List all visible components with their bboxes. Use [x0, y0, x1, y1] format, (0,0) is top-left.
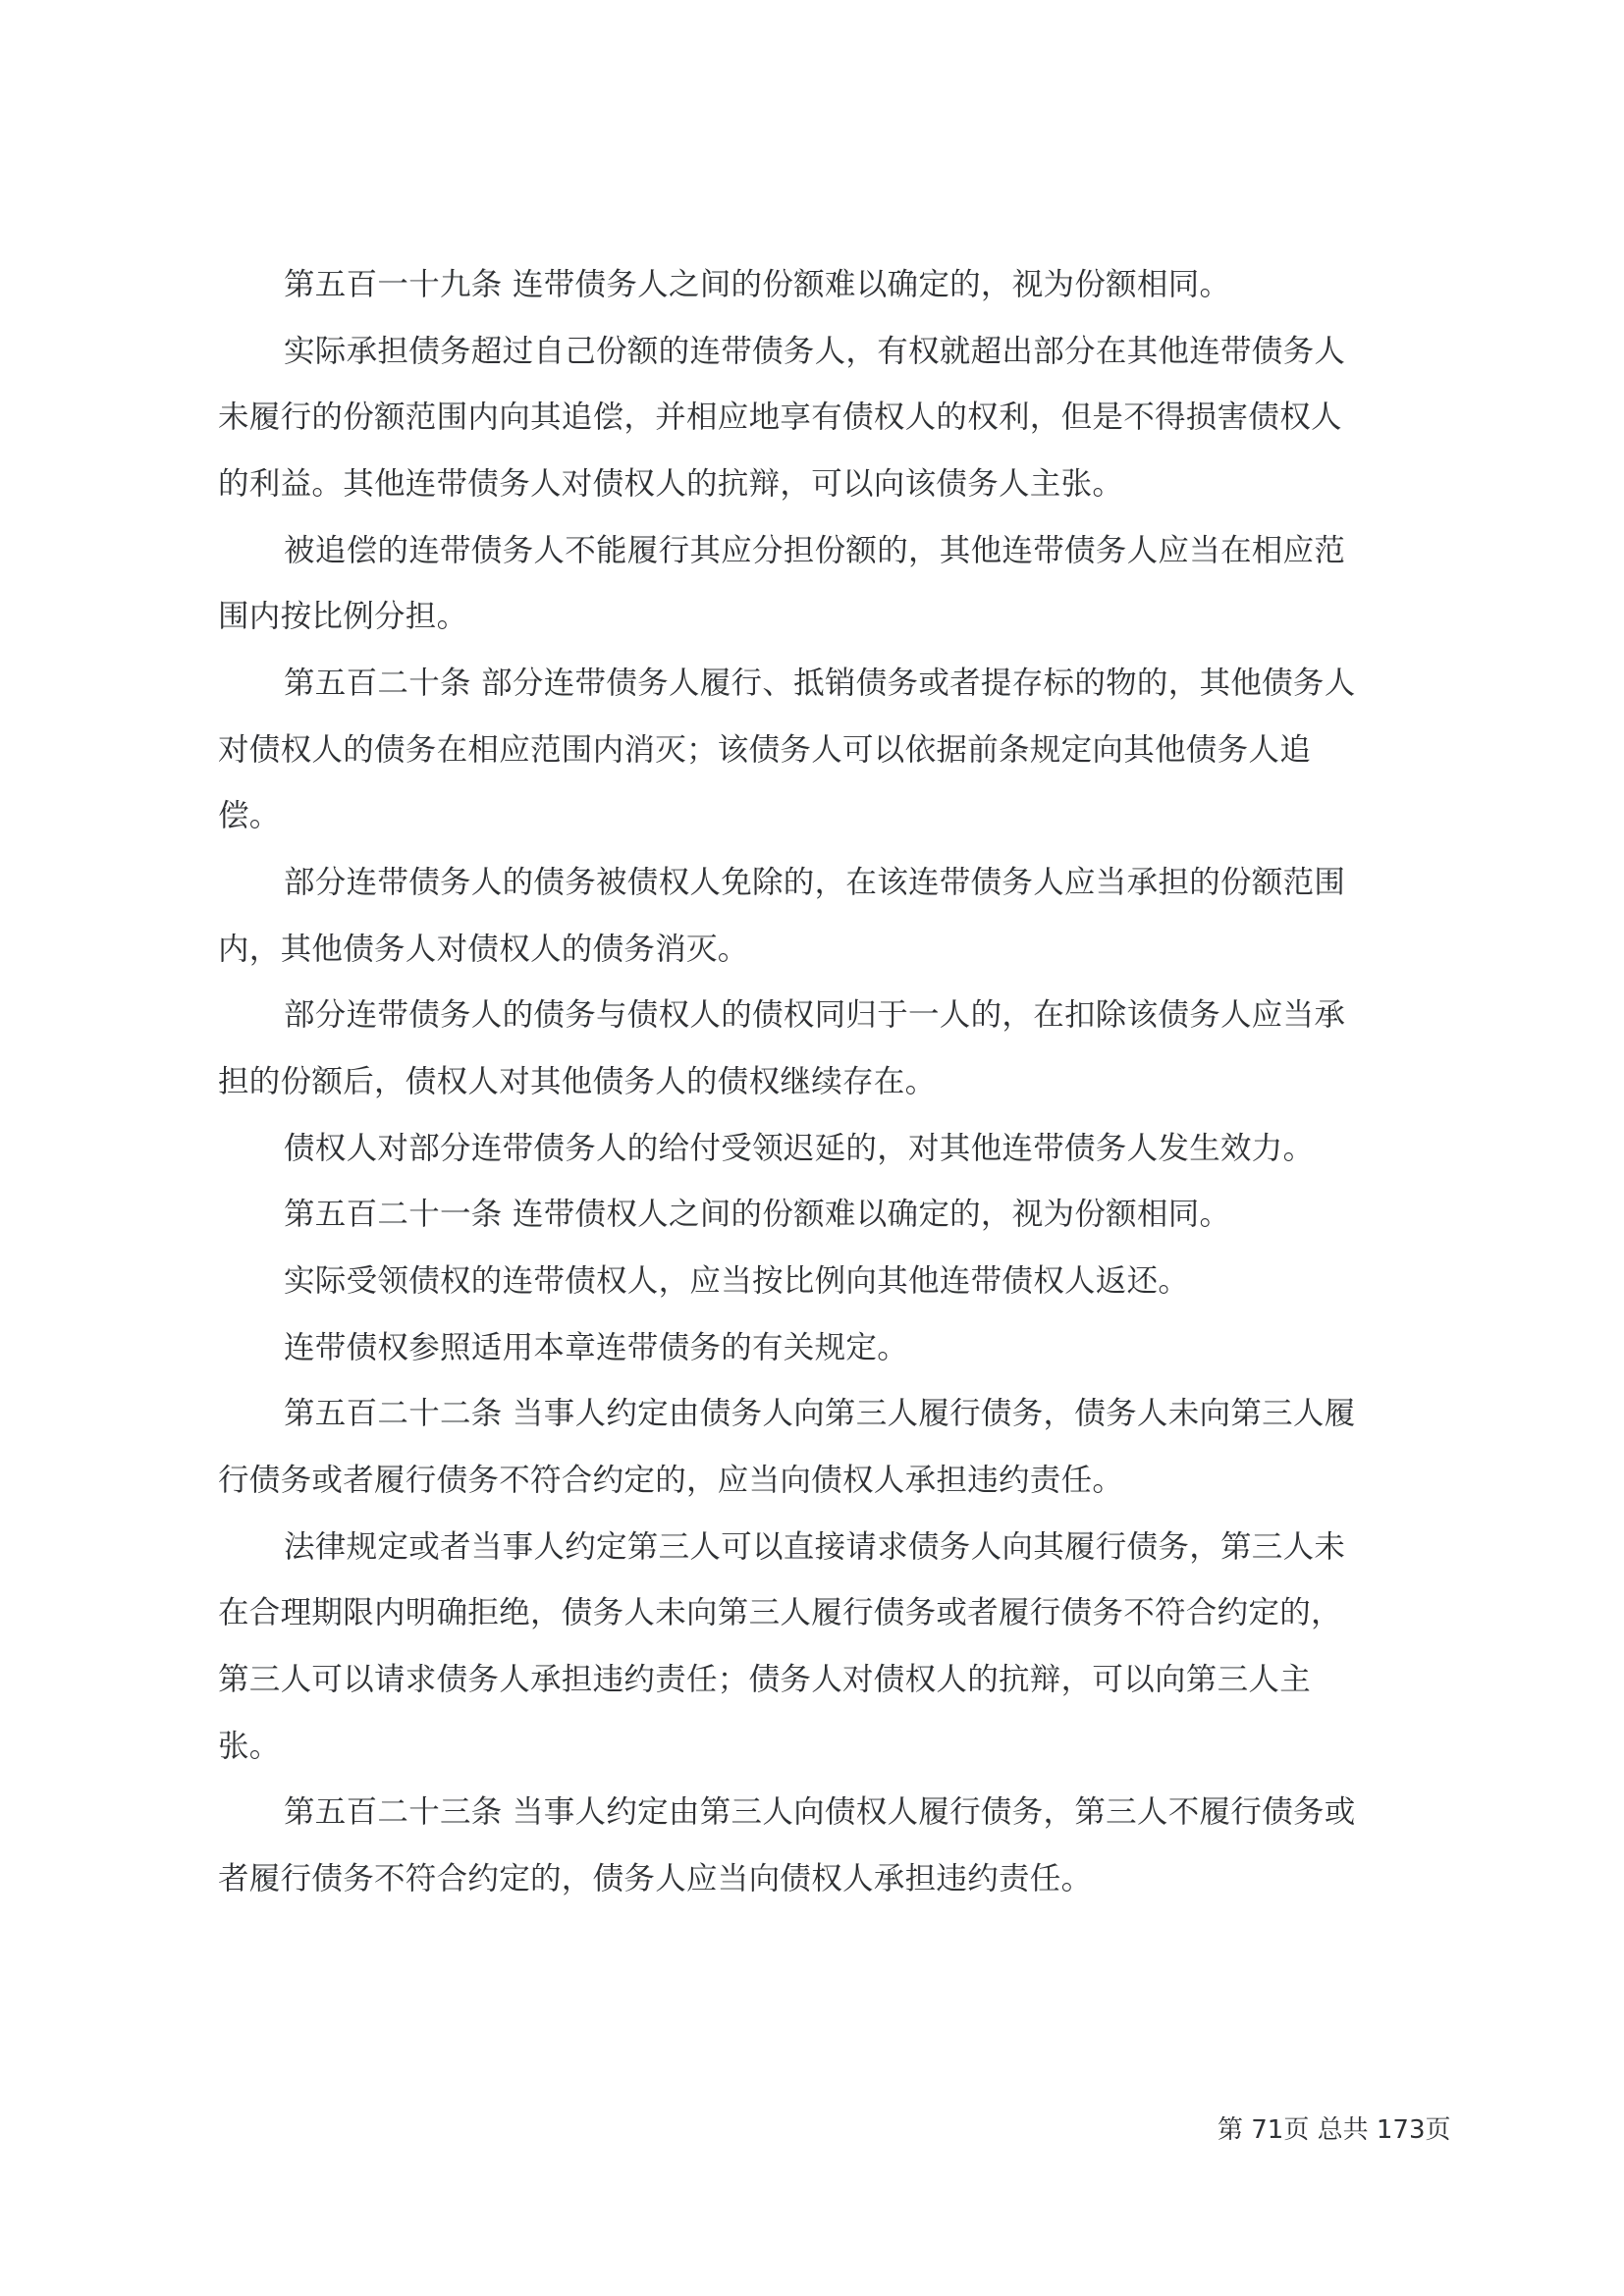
- paragraph-line: 实际承担债务超过自己份额的连带债务人，有权就超出部分在其他连带债务人: [284, 334, 1346, 369]
- paragraph-line: 者履行债务不符合约定的，债务人应当向债权人承担违约责任。: [218, 1861, 1093, 1896]
- paragraph-line: 被追偿的连带债务人不能履行其应分担份额的，其他连带债务人应当在相应范: [284, 533, 1346, 568]
- article-523-line: 第五百二十三条 当事人约定由第三人向债权人履行债务，第三人不履行债务或: [284, 1794, 1356, 1830]
- paragraph-line: 的利益。其他连带债务人对债权人的抗辩，可以向该债务人主张。: [218, 466, 1124, 502]
- paragraph-line: 围内按比例分担。: [218, 599, 468, 634]
- paragraph-line: 对债权人的债务在相应范围内消灭；该债务人可以依据前条规定向其他债务人追: [218, 732, 1312, 768]
- paragraph-line: 内，其他债务人对债权人的债务消灭。: [218, 932, 749, 967]
- article-520-line: 第五百二十条 部分连带债务人履行、抵销债务或者提存标的物的，其他债务人: [284, 666, 1356, 701]
- article-521-line: 第五百二十一条 连带债权人之间的份额难以确定的，视为份额相同。: [284, 1197, 1231, 1232]
- paragraph-line: 偿。: [218, 798, 281, 833]
- paragraph-line: 在合理期限内明确拒绝，债务人未向第三人履行债务或者履行债务不符合约定的，: [218, 1595, 1342, 1630]
- paragraph-line: 张。: [218, 1729, 281, 1764]
- article-519-line: 第五百一十九条 连带债务人之间的份额难以确定的，视为份额相同。: [284, 267, 1231, 302]
- paragraph-line: 第三人可以请求债务人承担违约责任；债务人对债权人的抗辩，可以向第三人主: [218, 1662, 1312, 1697]
- paragraph-line: 行债务或者履行债务不符合约定的，应当向债权人承担违约责任。: [218, 1463, 1124, 1498]
- page-number-footer: 第 71页 总共 173页: [1218, 2115, 1451, 2145]
- paragraph-line: 未履行的份额范围内向其追偿，并相应地享有债权人的权利，但是不得损害债权人: [218, 400, 1342, 435]
- paragraph-line: 法律规定或者当事人约定第三人可以直接请求债务人向其履行债务，第三人未: [284, 1529, 1346, 1565]
- paragraph-line: 部分连带债务人的债务被债权人免除的，在该连带债务人应当承担的份额范围: [284, 865, 1346, 900]
- paragraph-line: 连带债权参照适用本章连带债务的有关规定。: [284, 1330, 909, 1365]
- paragraph-line: 实际受领债权的连带债权人，应当按比例向其他连带债权人返还。: [284, 1263, 1190, 1299]
- paragraph-line: 债权人对部分连带债务人的给付受领迟延的，对其他连带债务人发生效力。: [284, 1131, 1315, 1166]
- article-522-line: 第五百二十二条 当事人约定由债务人向第三人履行债务，债务人未向第三人履: [284, 1396, 1356, 1431]
- paragraph-line: 担的份额后，债权人对其他债务人的债权继续存在。: [218, 1064, 937, 1099]
- paragraph-line: 部分连带债务人的债务与债权人的债权同归于一人的，在扣除该债务人应当承: [284, 997, 1346, 1033]
